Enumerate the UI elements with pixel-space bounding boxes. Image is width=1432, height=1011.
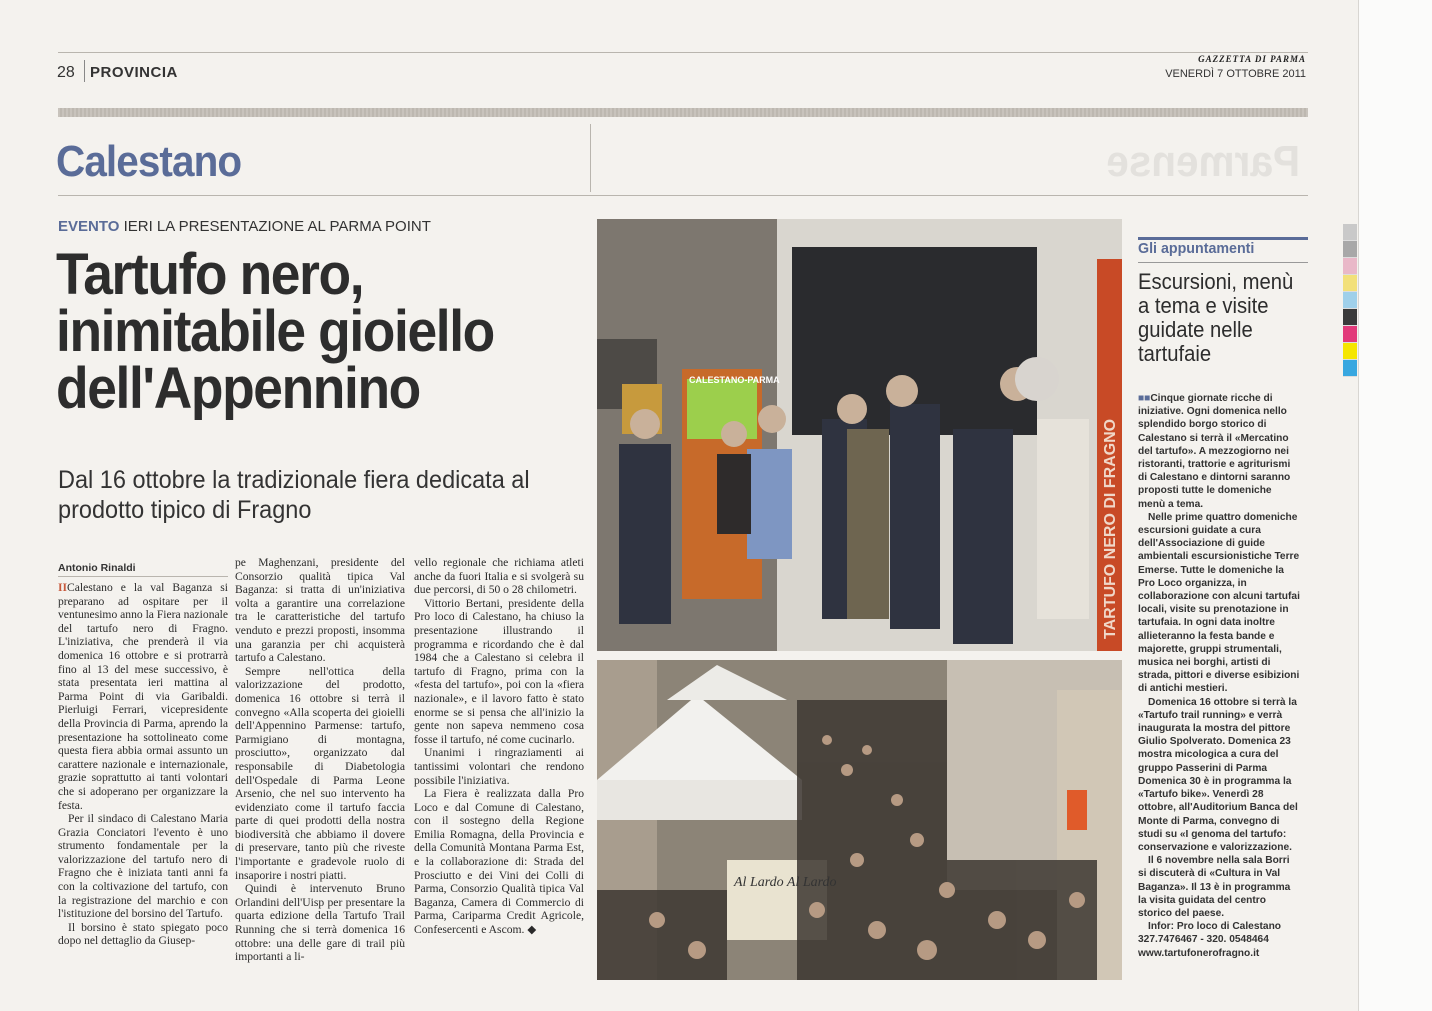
section-name: PROVINCIA	[90, 64, 178, 81]
sidebar-title-rule	[1138, 262, 1308, 263]
color-swatch	[1343, 326, 1357, 343]
color-swatch	[1343, 292, 1357, 309]
article-column-2	[235, 556, 405, 964]
paragraph-marker: II	[58, 581, 68, 594]
paragraph: Per il sindaco di Calestano Maria Grazia Conciatori l'evento è uno strumento fondamentale per la valorizzazione del tartufo nero di Fragno che è iniziata tanti anni fa con la coltivazione del tartufo, con la registrazione del marchio e con l'istituzione del borsino del Tartufo.	[58, 812, 228, 921]
paragraph: La Fiera è realizzata dalla Pro Loco e dal Comune di Calestano, con il sostegno della Regione Emilia Romagna, della Provincia e della Comunità Montana Parma Est, e la collaborazione di: Strada del Prosciutto e dei Vini dei Colli di Parma, Consorzio Qualità tipica Val Baganza, Camera di Commercio di Parma, Cariparma Credit Agricole, Confesercenti e Ascom. ◆	[414, 787, 584, 937]
paragraph: Unanimi i ringraziamenti ai tantissimi volontari che rendono possibile l'iniziativa.	[414, 746, 584, 787]
sidebar-title: Gli appuntamenti	[1138, 240, 1255, 257]
page-number: 28	[57, 64, 75, 81]
paragraph: pe Maghenzani, presidente del Consorzio qualità tipica Val Baganza: si tratta di un'iniziativa volta a garantire una correlazione tra le caratteristiche del tartufo venduto e prezzi proposti, insomma una garanzia per chi acquisterà tartufo a Calestano.	[235, 556, 405, 665]
header-divider	[84, 60, 85, 82]
masthead: GAZZETTA DI PARMA	[1198, 54, 1306, 64]
paragraph: Il borsino è stato spiegato poco dopo nel dettaglio da Giusep-	[58, 920, 228, 948]
subheadline: Dal 16 ottobre la tradizionale fiera dedicata al prodotto tipico di Fragno	[58, 466, 530, 524]
square-bullet-icon: ■■	[1138, 393, 1151, 404]
color-swatch	[1343, 241, 1357, 258]
town-title: Calestano	[56, 137, 242, 186]
top-rule	[58, 52, 1308, 53]
paragraph: Domenica 16 ottobre si terrà la «Tartufo trail running» e verrà inaugurata la mostra del pittore Giulio Spolverato. Domenica 23 mostra micologica a cura del gruppo Passerini di Parma Domenica 30 è in programma la «Tartufo bike». Venerdì 28 ottobre, all'Auditorium Banca del Monte di Parma, convegno di studi su «I genoma del tartufo: conservazione e valorizzazione.	[1138, 696, 1298, 853]
paragraph: Vittorio Bertani, presidente della Pro loco di Calestano, ha chiuso la presentazione illustrando il programma e ricordando che è dal 1984 che a Calestano si celebra il tartufo di Fragno, prima con la «festa del tartufo», poi con la «fiera nazionale», e il lavoro fatto è stato enorme se si pensa che all'inizio la gente non sapeva nemmeno cosa fosse il tartufo, né come cucinarlo.	[414, 596, 584, 746]
presentation-photo	[597, 219, 1122, 651]
color-swatch	[1343, 309, 1357, 326]
paragraph: Quindi è intervenuto Bruno Orlandini dell'Uisp per presentare la quarta edizione della Tartufo Trail Running che si terrà domenica 16 ottobre: una delle gare di trail più importanti a li-	[235, 882, 405, 964]
photo-sign-text: CALESTANO-PARMA	[689, 375, 780, 385]
color-swatch	[1343, 360, 1357, 377]
kicker	[58, 218, 431, 235]
sidebar-body	[1138, 392, 1300, 960]
paragraph: Infor: Pro loco di Calestano 327.7476467 - 320. 0548464 www.tartufonerofragno.it	[1138, 921, 1282, 959]
article-column-1	[58, 581, 228, 948]
kicker-label: EVENTO	[58, 218, 120, 235]
byline: Antonio Rinaldi	[58, 562, 136, 574]
header-band	[58, 108, 1308, 117]
color-swatch	[1343, 343, 1357, 360]
paragraph: vello regionale che richiama atleti anche da fuori Italia e si svolgerà su due percorsi, di 50 o 28 chilometri.	[414, 556, 584, 597]
paragraph: ■■Cinque giornate ricche di iniziative. Ogni domenica nello splendido borgo storico di Calestano si terrà il «Mercatino del tartufo». A mezzogiorno nei ristoranti, trattorie e agriturismi di Calestano e dintorni saranno proposti tutte le domeniche menù a tema.	[1138, 393, 1291, 510]
paper-edge	[1358, 0, 1432, 1011]
fair-crowd-photo	[597, 660, 1122, 980]
paragraph: IICalestano e la val Baganza si preparano ad ospitare per il ventunesimo anno la Fiera nazionale del tartufo nero di Fragno. L'iniziativa, che prenderà il via domenica 16 ottobre e si protrarrà fino al 13 del mese successivo, è stata presentata ieri mattina al Parma Point di via Garibaldi. Pierluigi Ferrari, vicepresidente della Provincia di Parma, aprendo la presentazione ha sottolineato come questa fiera abbia ormai assunto un carattere nazionale e internazionale, grazie soprattutto ai tanti volontari che si adoperano per organizzare la festa.	[58, 581, 228, 812]
color-swatch	[1343, 224, 1357, 241]
publication-date: VENERDÌ 7 OTTOBRE 2011	[1165, 68, 1306, 80]
color-swatch	[1343, 258, 1357, 275]
color-swatch	[1343, 275, 1357, 292]
title-divider	[590, 124, 591, 192]
article-column-3	[414, 556, 584, 937]
kicker-text: IERI LA PRESENTAZIONE AL PARMA POINT	[123, 218, 431, 235]
show-through-text: Parmense	[1106, 137, 1300, 186]
paragraph: Sempre nell'ottica della valorizzazione del prodotto, domenica 16 ottobre si terrà il convegno «Alla scoperta dei gioielli dell'Appennino Parmense: tartufo, Parmigiano di montagna, prosciutto», organizzato dal responsabile di Diabetologia dell'Ospedale di Parma Leone Arsenio, che nel suo intervento ha evidenziato come il tartufo faccia parte di quei prodotti della nostra biodiversità che abbiamo il dovere di preservare, tanto più che riveste l'importante e gradevole ruolo di insaporire i nostri piatti.	[235, 664, 405, 882]
photo-stall-sign: Al Lardo Al Lardo	[734, 875, 837, 890]
paragraph: Il 6 novembre nella sala Borri si discuterà di «Cultura in Val Baganza». Il 13 è in programma la visita guidata del centro storico del paese.	[1138, 855, 1291, 919]
headline: Tartufo nero, inimitabile gioiello dell'Appennino	[56, 242, 494, 421]
sidebar-headline: Escursioni, menù a tema e visite guidate nelle tartufaie	[1138, 269, 1294, 366]
paragraph: Nelle prime quattro domeniche escursioni guidate a cura dell'Associazione di guide ambientali escursionistiche Terre Emerse. Tutte le domeniche la Pro Loco organizza, in collaborazione con alcuni tartufai locali, visite su prenotazione in tartufaia. In ogni data inoltre allieteranno la festa bande e majorette, gruppi strumentali, musica nei borghi, artisti di strada, pittori e diverse esibizioni di antichi mestieri.	[1138, 511, 1300, 695]
byline-rule	[58, 576, 228, 577]
title-rule	[58, 195, 1308, 196]
registration-color-strip	[1343, 224, 1357, 377]
photo-banner-text: TARTUFO NERO DI FRAGNO	[1102, 418, 1119, 639]
